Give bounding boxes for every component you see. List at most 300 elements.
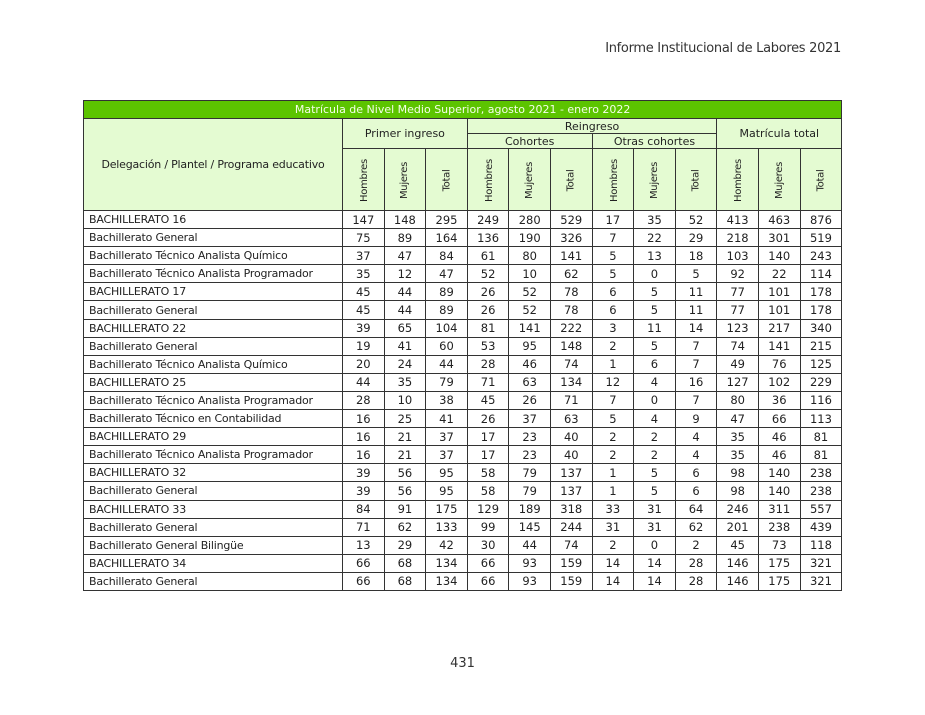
cell-value: 61	[467, 247, 509, 265]
cell-value: 44	[426, 355, 468, 373]
cell-value: 44	[384, 283, 426, 301]
cell-value: 102	[758, 373, 800, 391]
sub-column-header	[758, 149, 800, 211]
cell-value: 17	[592, 211, 634, 229]
sub-column-header	[384, 149, 426, 211]
cell-value: 28	[467, 355, 509, 373]
cell-value: 75	[343, 229, 385, 247]
cell-value: 30	[467, 536, 509, 554]
cell-value: 5	[675, 265, 717, 283]
cell-value: 71	[343, 518, 385, 536]
row-label: BACHILLERATO 17	[84, 283, 343, 301]
cell-value: 6	[634, 355, 676, 373]
cell-value: 16	[343, 446, 385, 464]
cell-value: 463	[758, 211, 800, 229]
cell-value: 5	[592, 265, 634, 283]
cell-value: 17	[467, 428, 509, 446]
cell-value: 116	[800, 391, 842, 409]
cell-value: 14	[592, 572, 634, 590]
cell-value: 49	[717, 355, 759, 373]
cell-value: 58	[467, 464, 509, 482]
cell-value: 95	[426, 464, 468, 482]
cell-value: 78	[550, 283, 592, 301]
cell-value: 63	[550, 410, 592, 428]
cell-value: 13	[343, 536, 385, 554]
cell-value: 26	[467, 410, 509, 428]
cell-value: 140	[758, 247, 800, 265]
cell-value: 81	[800, 446, 842, 464]
cell-value: 6	[675, 464, 717, 482]
cell-value: 1	[592, 482, 634, 500]
cell-value: 22	[758, 265, 800, 283]
cell-value: 31	[592, 518, 634, 536]
cell-value: 79	[509, 482, 551, 500]
cell-value: 5	[634, 301, 676, 319]
cell-value: 99	[467, 518, 509, 536]
table-row	[84, 428, 842, 446]
cell-value: 74	[550, 536, 592, 554]
row-label: Bachillerato General	[84, 337, 343, 355]
cell-value: 47	[717, 410, 759, 428]
cell-value: 4	[634, 410, 676, 428]
sub-column-header	[634, 149, 676, 211]
cell-value: 7	[675, 391, 717, 409]
cell-value: 80	[717, 391, 759, 409]
cell-value: 31	[634, 500, 676, 518]
cell-value: 62	[384, 518, 426, 536]
cell-value: 129	[467, 500, 509, 518]
cell-value: 244	[550, 518, 592, 536]
row-label: Bachillerato Técnico Analista Programador	[84, 391, 343, 409]
cell-value: 243	[800, 247, 842, 265]
cell-value: 101	[758, 283, 800, 301]
cell-value: 2	[592, 428, 634, 446]
sub-column-label: Total	[815, 169, 827, 192]
table-row	[84, 446, 842, 464]
cell-value: 89	[426, 283, 468, 301]
cell-value: 58	[467, 482, 509, 500]
sub-column-label: Total	[440, 169, 452, 192]
cell-value: 93	[509, 572, 551, 590]
cell-value: 93	[509, 554, 551, 572]
cell-value: 35	[384, 373, 426, 391]
row-label: Bachillerato Técnico Analista Programador	[84, 265, 343, 283]
cell-value: 26	[467, 283, 509, 301]
sub-column-label: Mujeres	[773, 161, 785, 200]
table-title: Matrícula de Nivel Medio Superior, agosto 2021 - enero 2022	[84, 101, 842, 119]
cell-value: 4	[675, 428, 717, 446]
cell-value: 26	[467, 301, 509, 319]
cell-value: 439	[800, 518, 842, 536]
row-label: Bachillerato Técnico Analista Químico	[84, 247, 343, 265]
cell-value: 21	[384, 446, 426, 464]
cell-value: 2	[634, 428, 676, 446]
cell-value: 37	[509, 410, 551, 428]
cell-value: 29	[675, 229, 717, 247]
cell-value: 81	[800, 428, 842, 446]
cell-value: 81	[467, 319, 509, 337]
cell-value: 7	[592, 391, 634, 409]
cell-value: 56	[384, 482, 426, 500]
cell-value: 141	[509, 319, 551, 337]
group-matricula-total: Matrícula total	[717, 119, 842, 149]
cell-value: 7	[675, 355, 717, 373]
table-row	[84, 518, 842, 536]
cell-value: 10	[509, 265, 551, 283]
sub-column-label: Mujeres	[524, 161, 536, 200]
cell-value: 28	[675, 572, 717, 590]
cell-value: 148	[550, 337, 592, 355]
cell-value: 238	[758, 518, 800, 536]
row-label: BACHILLERATO 29	[84, 428, 343, 446]
cell-value: 73	[758, 536, 800, 554]
row-header: Delegación / Plantel / Programa educativo	[84, 119, 343, 211]
cell-value: 66	[467, 572, 509, 590]
cell-value: 52	[675, 211, 717, 229]
table-row	[84, 373, 842, 391]
cell-value: 321	[800, 572, 842, 590]
table-row	[84, 554, 842, 572]
cell-value: 35	[343, 265, 385, 283]
cell-value: 98	[717, 464, 759, 482]
row-label: Bachillerato General	[84, 229, 343, 247]
cell-value: 28	[675, 554, 717, 572]
cell-value: 7	[592, 229, 634, 247]
cell-value: 295	[426, 211, 468, 229]
cell-value: 25	[384, 410, 426, 428]
sub-column-header	[426, 149, 468, 211]
sub-column-header	[592, 149, 634, 211]
cell-value: 5	[634, 283, 676, 301]
cell-value: 175	[758, 554, 800, 572]
cell-value: 17	[467, 446, 509, 464]
cell-value: 36	[758, 391, 800, 409]
cell-value: 123	[717, 319, 759, 337]
table-row	[84, 536, 842, 554]
cell-value: 14	[634, 572, 676, 590]
cell-value: 38	[426, 391, 468, 409]
cell-value: 301	[758, 229, 800, 247]
cell-value: 62	[550, 265, 592, 283]
cell-value: 175	[758, 572, 800, 590]
cell-value: 5	[592, 247, 634, 265]
sub-column-header	[717, 149, 759, 211]
row-label: Bachillerato Técnico Analista Programador	[84, 446, 343, 464]
cell-value: 95	[426, 482, 468, 500]
table-row	[84, 337, 842, 355]
table-row	[84, 500, 842, 518]
cell-value: 89	[426, 301, 468, 319]
table-row	[84, 355, 842, 373]
cell-value: 137	[550, 482, 592, 500]
table-row	[84, 301, 842, 319]
cell-value: 66	[467, 554, 509, 572]
cell-value: 39	[343, 482, 385, 500]
cell-value: 33	[592, 500, 634, 518]
table-row	[84, 211, 842, 229]
cell-value: 137	[550, 464, 592, 482]
cell-value: 44	[384, 301, 426, 319]
cell-value: 136	[467, 229, 509, 247]
sub-column-label: Mujeres	[399, 161, 411, 200]
sub-column-header	[800, 149, 842, 211]
cell-value: 21	[384, 428, 426, 446]
cell-value: 178	[800, 283, 842, 301]
cell-value: 326	[550, 229, 592, 247]
cell-value: 114	[800, 265, 842, 283]
cell-value: 0	[634, 391, 676, 409]
sub-column-label: Total	[565, 169, 577, 192]
table-row	[84, 319, 842, 337]
cell-value: 178	[800, 301, 842, 319]
cell-value: 118	[800, 536, 842, 554]
cell-value: 44	[343, 373, 385, 391]
cell-value: 45	[717, 536, 759, 554]
cell-value: 56	[384, 464, 426, 482]
cell-value: 14	[634, 554, 676, 572]
table-row	[84, 572, 842, 590]
cell-value: 39	[343, 319, 385, 337]
cell-value: 222	[550, 319, 592, 337]
sub-column-label: Total	[690, 169, 702, 192]
cell-value: 35	[634, 211, 676, 229]
cell-value: 133	[426, 518, 468, 536]
cell-value: 14	[675, 319, 717, 337]
sub-column-header	[509, 149, 551, 211]
cell-value: 77	[717, 301, 759, 319]
row-label: BACHILLERATO 22	[84, 319, 343, 337]
cell-value: 23	[509, 428, 551, 446]
group-primer-ingreso: Primer ingreso	[343, 119, 468, 149]
cell-value: 84	[426, 247, 468, 265]
cell-value: 321	[800, 554, 842, 572]
table-row	[84, 247, 842, 265]
cell-value: 46	[758, 428, 800, 446]
cell-value: 557	[800, 500, 842, 518]
cell-value: 164	[426, 229, 468, 247]
table-row	[84, 283, 842, 301]
cell-value: 40	[550, 446, 592, 464]
cell-value: 80	[509, 247, 551, 265]
cell-value: 311	[758, 500, 800, 518]
row-label: Bachillerato General	[84, 301, 343, 319]
cell-value: 39	[343, 464, 385, 482]
cell-value: 145	[509, 518, 551, 536]
cell-value: 125	[800, 355, 842, 373]
cell-value: 113	[800, 410, 842, 428]
cell-value: 28	[343, 391, 385, 409]
cell-value: 249	[467, 211, 509, 229]
cell-value: 134	[426, 554, 468, 572]
cell-value: 1	[592, 355, 634, 373]
cell-value: 413	[717, 211, 759, 229]
cell-value: 190	[509, 229, 551, 247]
cell-value: 23	[509, 446, 551, 464]
cell-value: 140	[758, 482, 800, 500]
cell-value: 218	[717, 229, 759, 247]
cell-value: 47	[426, 265, 468, 283]
cell-value: 53	[467, 337, 509, 355]
cell-value: 20	[343, 355, 385, 373]
page-number: 431	[450, 656, 475, 671]
row-label: Bachillerato Técnico en Contabilidad	[84, 410, 343, 428]
group-cohortes: Cohortes	[467, 134, 592, 149]
cell-value: 22	[634, 229, 676, 247]
cell-value: 4	[634, 373, 676, 391]
table-row	[84, 265, 842, 283]
cell-value: 5	[634, 464, 676, 482]
sub-column-label: Hombres	[608, 159, 620, 202]
sub-column-header	[467, 149, 509, 211]
cell-value: 146	[717, 554, 759, 572]
cell-value: 246	[717, 500, 759, 518]
cell-value: 229	[800, 373, 842, 391]
cell-value: 14	[592, 554, 634, 572]
cell-value: 11	[675, 301, 717, 319]
cell-value: 12	[384, 265, 426, 283]
cell-value: 147	[343, 211, 385, 229]
table-row	[84, 391, 842, 409]
row-label: BACHILLERATO 32	[84, 464, 343, 482]
cell-value: 66	[343, 554, 385, 572]
cell-value: 52	[467, 265, 509, 283]
cell-value: 37	[426, 428, 468, 446]
cell-value: 16	[343, 410, 385, 428]
cell-value: 35	[717, 446, 759, 464]
cell-value: 189	[509, 500, 551, 518]
cell-value: 29	[384, 536, 426, 554]
row-label: Bachillerato Técnico Analista Químico	[84, 355, 343, 373]
cell-value: 45	[467, 391, 509, 409]
table-row	[84, 229, 842, 247]
cell-value: 103	[717, 247, 759, 265]
cell-value: 60	[426, 337, 468, 355]
cell-value: 141	[758, 337, 800, 355]
cell-value: 9	[675, 410, 717, 428]
cell-value: 7	[675, 337, 717, 355]
cell-value: 66	[343, 572, 385, 590]
cell-value: 238	[800, 464, 842, 482]
row-label: BACHILLERATO 16	[84, 211, 343, 229]
cell-value: 529	[550, 211, 592, 229]
cell-value: 40	[550, 428, 592, 446]
cell-value: 77	[717, 283, 759, 301]
cell-value: 18	[675, 247, 717, 265]
cell-value: 44	[509, 536, 551, 554]
cell-value: 46	[509, 355, 551, 373]
cell-value: 35	[717, 428, 759, 446]
cell-value: 91	[384, 500, 426, 518]
cell-value: 74	[717, 337, 759, 355]
cell-value: 41	[384, 337, 426, 355]
cell-value: 146	[717, 572, 759, 590]
cell-value: 26	[509, 391, 551, 409]
cell-value: 1	[592, 464, 634, 482]
enrollment-table	[83, 100, 842, 591]
row-label: Bachillerato General	[84, 572, 343, 590]
cell-value: 52	[509, 283, 551, 301]
cell-value: 11	[634, 319, 676, 337]
cell-value: 0	[634, 265, 676, 283]
table-row	[84, 464, 842, 482]
row-label: Bachillerato General Bilingüe	[84, 536, 343, 554]
cell-value: 159	[550, 554, 592, 572]
cell-value: 0	[634, 536, 676, 554]
cell-value: 2	[592, 536, 634, 554]
cell-value: 79	[426, 373, 468, 391]
cell-value: 238	[800, 482, 842, 500]
cell-value: 47	[384, 247, 426, 265]
table-row	[84, 410, 842, 428]
cell-value: 63	[509, 373, 551, 391]
cell-value: 141	[550, 247, 592, 265]
cell-value: 215	[800, 337, 842, 355]
cell-value: 134	[426, 572, 468, 590]
running-header: Informe Institucional de Labores 2021	[605, 41, 841, 56]
cell-value: 175	[426, 500, 468, 518]
cell-value: 68	[384, 554, 426, 572]
cell-value: 66	[758, 410, 800, 428]
cell-value: 31	[634, 518, 676, 536]
cell-value: 98	[717, 482, 759, 500]
cell-value: 92	[717, 265, 759, 283]
cell-value: 13	[634, 247, 676, 265]
cell-value: 6	[675, 482, 717, 500]
cell-value: 52	[509, 301, 551, 319]
cell-value: 127	[717, 373, 759, 391]
cell-value: 89	[384, 229, 426, 247]
cell-value: 10	[384, 391, 426, 409]
sub-column-label: Mujeres	[648, 161, 660, 200]
sub-column-label: Hombres	[733, 159, 745, 202]
cell-value: 104	[426, 319, 468, 337]
cell-value: 876	[800, 211, 842, 229]
row-label: BACHILLERATO 34	[84, 554, 343, 572]
cell-value: 101	[758, 301, 800, 319]
cell-value: 217	[758, 319, 800, 337]
cell-value: 201	[717, 518, 759, 536]
cell-value: 64	[675, 500, 717, 518]
cell-value: 4	[675, 446, 717, 464]
cell-value: 84	[343, 500, 385, 518]
cell-value: 41	[426, 410, 468, 428]
cell-value: 62	[675, 518, 717, 536]
cell-value: 16	[343, 428, 385, 446]
cell-value: 74	[550, 355, 592, 373]
cell-value: 2	[634, 446, 676, 464]
cell-value: 11	[675, 283, 717, 301]
cell-value: 159	[550, 572, 592, 590]
cell-value: 78	[550, 301, 592, 319]
cell-value: 46	[758, 446, 800, 464]
cell-value: 37	[426, 446, 468, 464]
row-label: Bachillerato General	[84, 518, 343, 536]
cell-value: 6	[592, 301, 634, 319]
cell-value: 65	[384, 319, 426, 337]
cell-value: 16	[675, 373, 717, 391]
row-label: BACHILLERATO 33	[84, 500, 343, 518]
cell-value: 2	[592, 446, 634, 464]
group-reingreso: Reingreso	[467, 119, 717, 134]
cell-value: 45	[343, 283, 385, 301]
cell-value: 2	[675, 536, 717, 554]
cell-value: 37	[343, 247, 385, 265]
cell-value: 134	[550, 373, 592, 391]
sub-column-header	[550, 149, 592, 211]
sub-column-header	[675, 149, 717, 211]
cell-value: 5	[592, 410, 634, 428]
cell-value: 2	[592, 337, 634, 355]
